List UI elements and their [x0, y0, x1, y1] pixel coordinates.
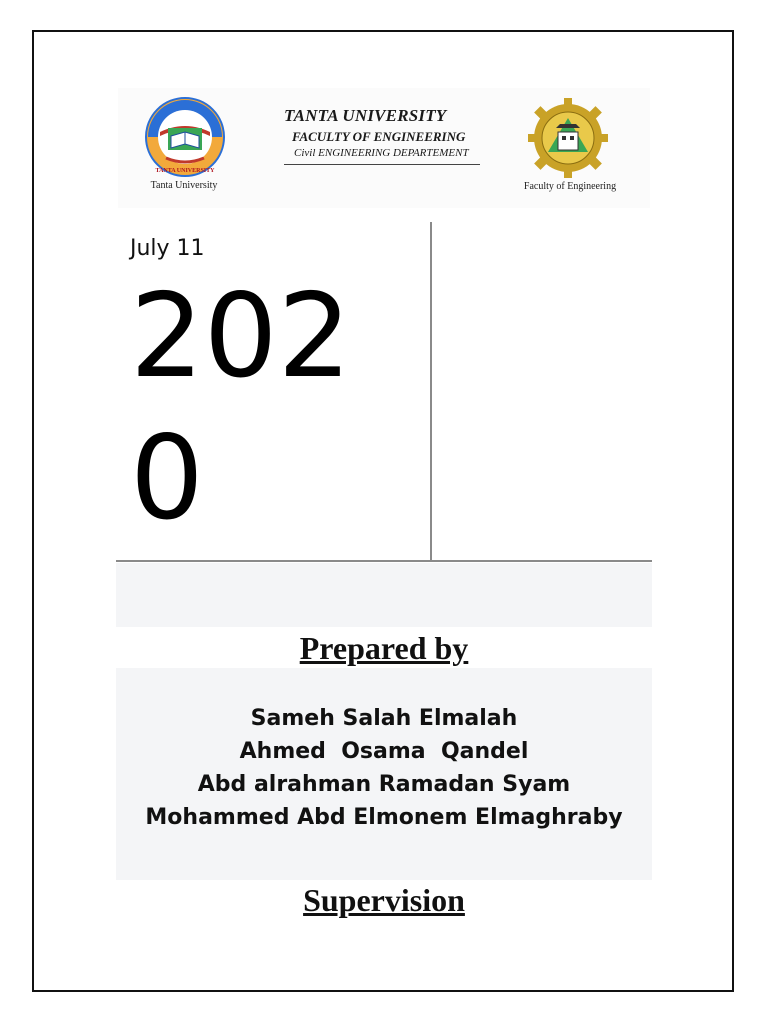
- date-year: 2020: [130, 269, 352, 546]
- authors-panel: [116, 668, 652, 880]
- horizontal-divider: [116, 560, 652, 562]
- university-heading: [284, 106, 484, 159]
- prepared-by-heading: Prepared by: [299, 630, 469, 666]
- authors-list: [116, 702, 652, 834]
- author-name: Abd alrahman Ramadan Syam: [197, 772, 571, 797]
- university-name: TANTA UNIVERSITY: [284, 106, 447, 125]
- faculty-of-engineering-logo: [522, 96, 614, 180]
- supervision-heading: Supervision: [303, 882, 465, 918]
- heading-underline: [284, 164, 480, 165]
- logo-ring-text: TANTA UNIVERSITY: [155, 168, 215, 174]
- header-band: [118, 88, 650, 208]
- department-name: Civil ENGINEERING DEPARTEMENT: [294, 147, 469, 159]
- tanta-university-caption: Tanta University: [150, 180, 218, 191]
- author-name: Ahmed Osama Qandel: [239, 739, 529, 764]
- author-name: Sameh Salah Elmalah: [250, 706, 518, 731]
- date-month-day: July 11: [130, 236, 205, 261]
- tanta-university-logo: [144, 96, 226, 178]
- faculty-of-engineering-caption: Faculty of Engineering: [523, 181, 617, 192]
- vertical-divider: [430, 222, 432, 562]
- grey-spacer-band: [116, 563, 652, 627]
- author-name: Mohammed Abd Elmonem Elmaghraby: [145, 805, 623, 830]
- faculty-name: FACULTY OF ENGINEERING: [292, 129, 466, 144]
